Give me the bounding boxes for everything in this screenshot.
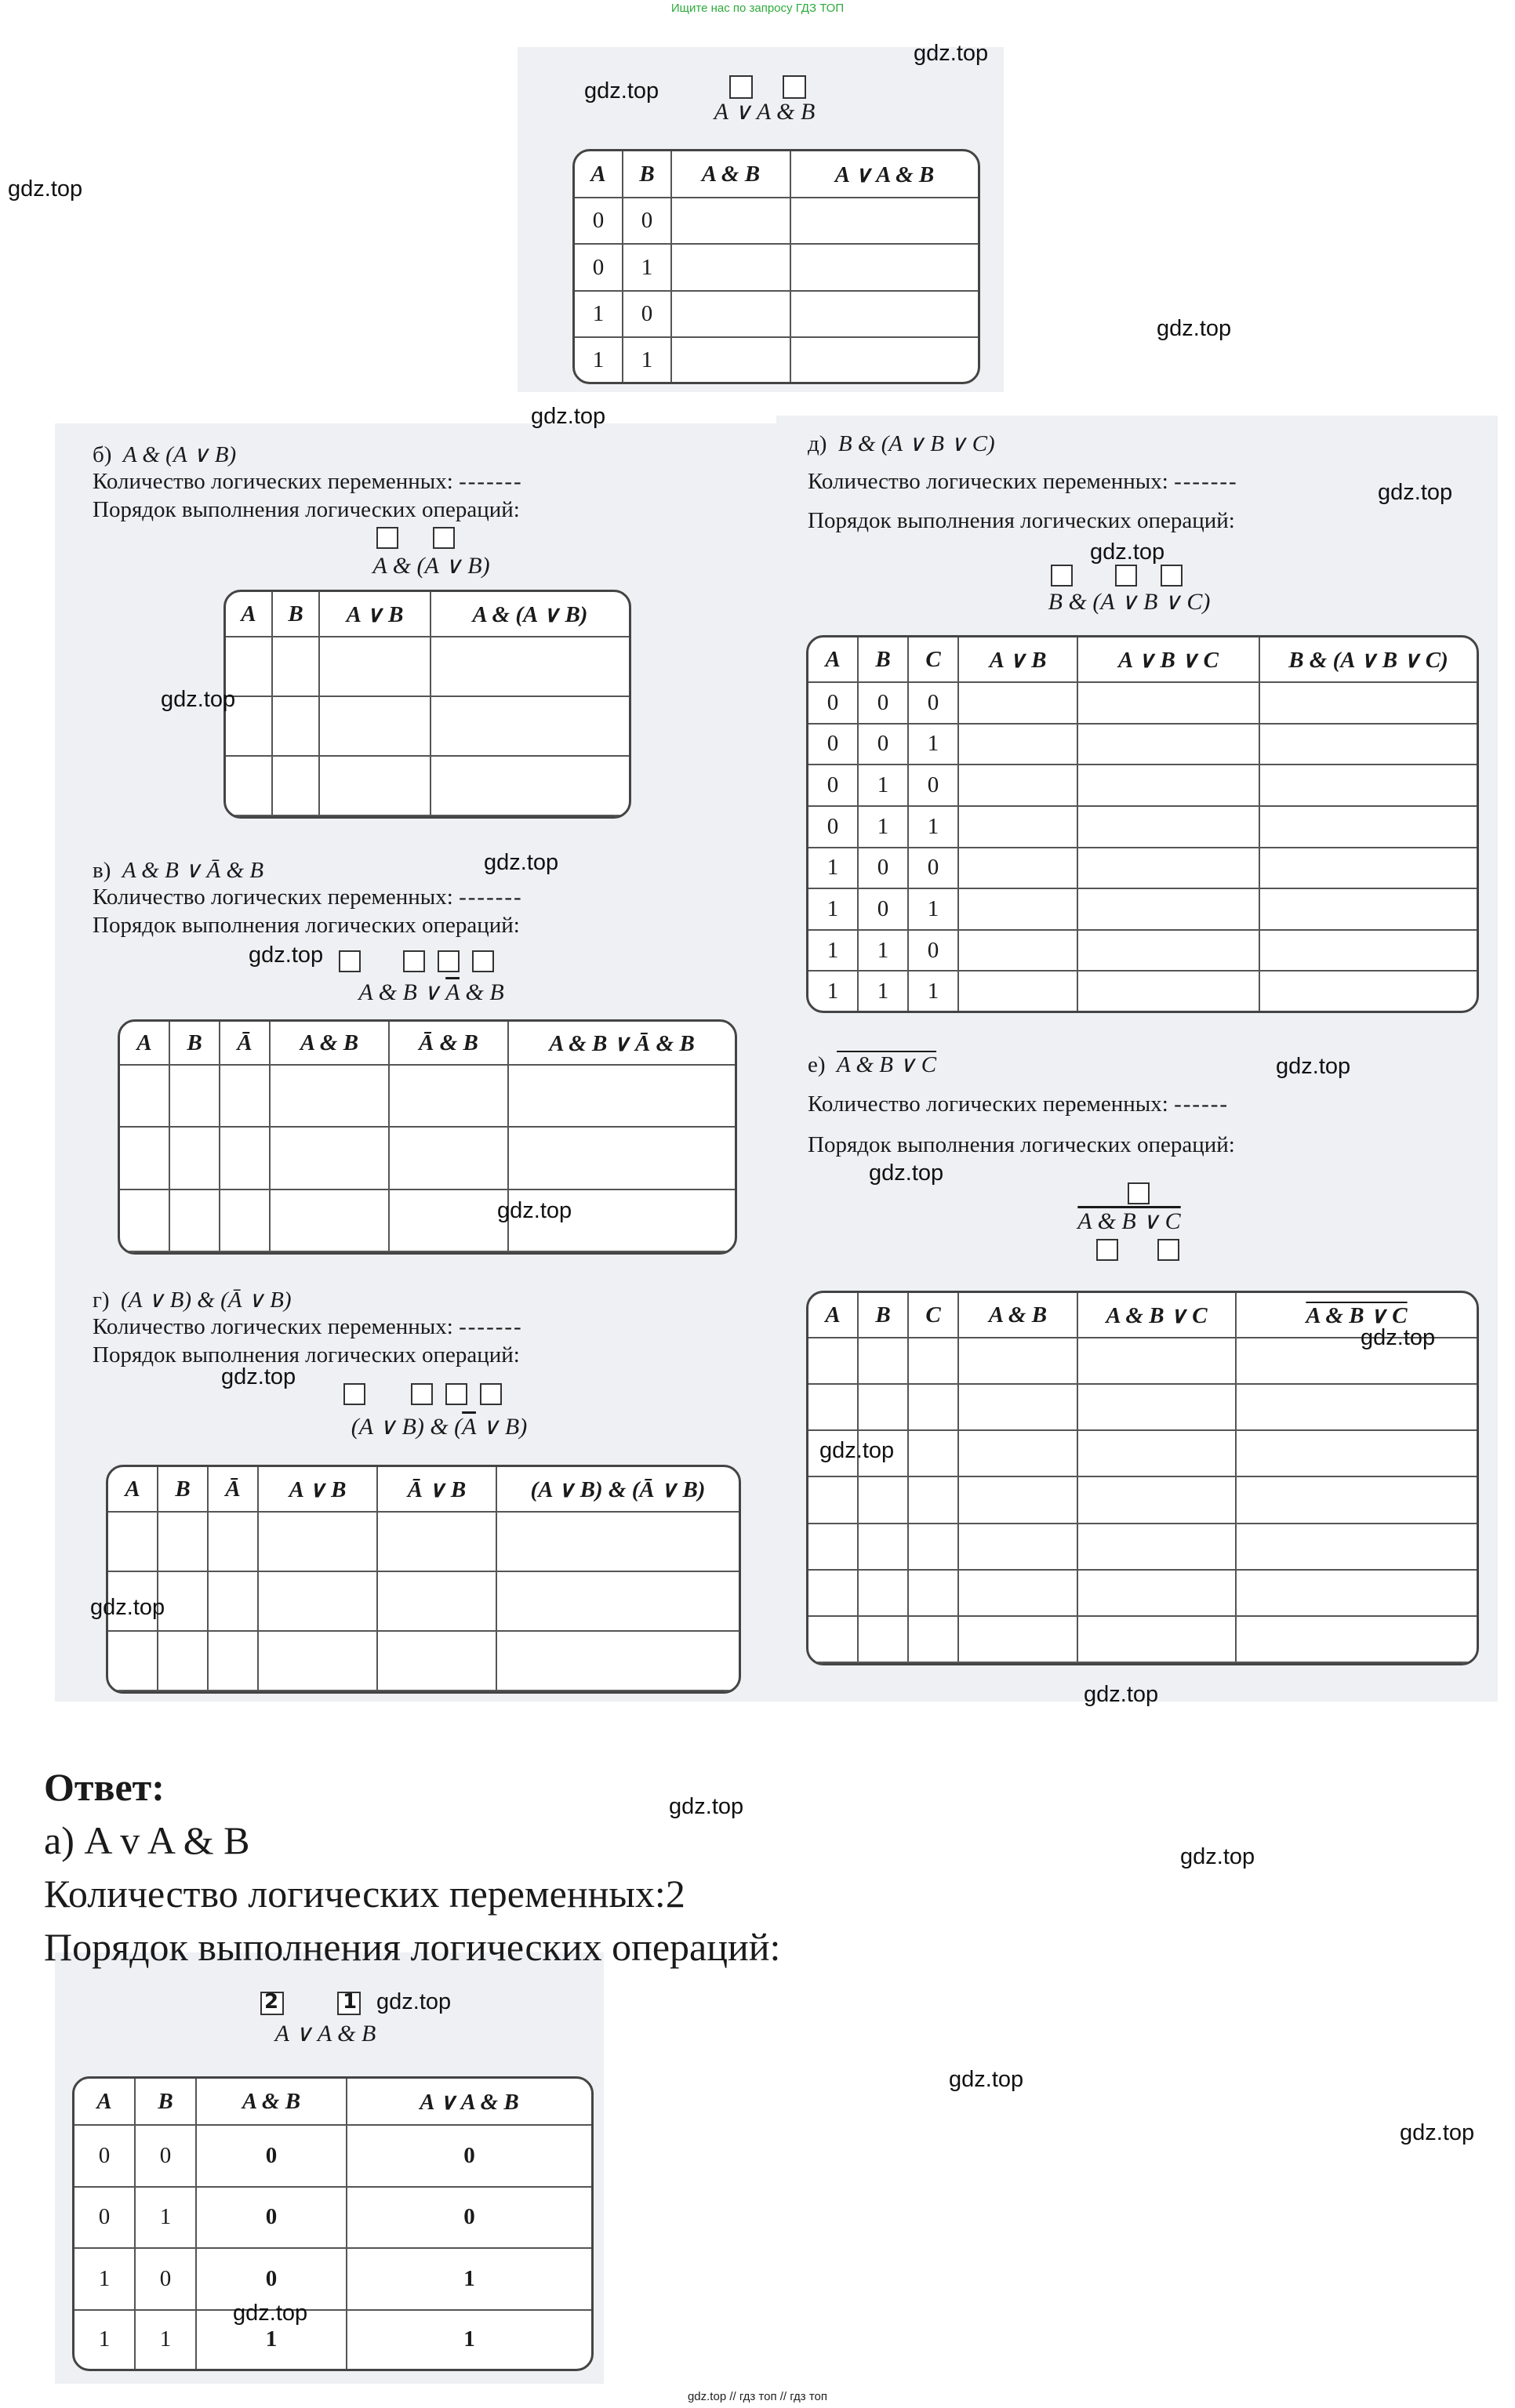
- cell[interactable]: [1078, 1385, 1237, 1431]
- order-box[interactable]: [1157, 1239, 1179, 1261]
- task-b-truth-table: [223, 590, 631, 819]
- task-d-step-boxes: [1051, 565, 1183, 587]
- header-a: A: [575, 151, 623, 198]
- cell[interactable]: [959, 1524, 1078, 1571]
- cell[interactable]: [672, 198, 791, 245]
- task-e-step-box-top: [1128, 1182, 1150, 1204]
- cell[interactable]: [509, 1128, 735, 1189]
- cell: 0: [808, 725, 859, 766]
- step-number: 2: [264, 1990, 279, 2014]
- cell[interactable]: [672, 292, 791, 338]
- cell[interactable]: [859, 1524, 909, 1571]
- task-e-expression: A & B ∨ C: [1077, 1208, 1181, 1234]
- header-result: B & (A ∨ B ∨ C): [1260, 637, 1477, 683]
- cell[interactable]: [273, 697, 320, 757]
- answer-title: Ответ:: [44, 1765, 165, 1809]
- cell[interactable]: [378, 1513, 497, 1572]
- cell[interactable]: [226, 757, 273, 816]
- task-d-count: Количество логических переменных: -------: [808, 469, 1238, 494]
- cell: 0: [575, 245, 623, 291]
- watermark: gdz.top: [221, 1364, 296, 1389]
- watermark: gdz.top: [1180, 1844, 1255, 1869]
- cell: 1: [463, 2326, 475, 2352]
- cell[interactable]: [1260, 889, 1477, 931]
- cell: 1: [197, 2311, 347, 2369]
- cell[interactable]: [859, 1571, 909, 1617]
- cell[interactable]: [497, 1572, 739, 1632]
- cell[interactable]: [1078, 848, 1260, 890]
- cell[interactable]: [859, 1338, 909, 1385]
- cell[interactable]: [959, 765, 1078, 807]
- cell[interactable]: [271, 1066, 390, 1128]
- order-box[interactable]: [433, 527, 455, 549]
- cell[interactable]: [1078, 931, 1260, 972]
- order-box[interactable]: [729, 75, 753, 99]
- top-search-hint[interactable]: Ищите нас по запросу ГДЗ ТОП: [670, 2, 845, 15]
- cell: 0: [74, 2126, 136, 2188]
- cell[interactable]: [378, 1572, 497, 1632]
- cell[interactable]: [909, 1385, 959, 1431]
- order-box[interactable]: [783, 75, 806, 99]
- cell[interactable]: [120, 1066, 170, 1128]
- cell[interactable]: [271, 1128, 390, 1189]
- cell[interactable]: [959, 848, 1078, 890]
- cell: 1: [909, 889, 959, 931]
- answer-line-count: Количество логических переменных:2: [44, 1872, 685, 1916]
- task-b-order: Порядок выполнения логических операций:: [93, 497, 520, 522]
- cell[interactable]: [108, 1513, 158, 1572]
- task-g-expression: (A ∨ B) & ($\overline{A}$ ∨ B): [351, 1414, 528, 1440]
- cell: 1: [808, 889, 859, 931]
- header-a-or-b: A ∨ B: [320, 592, 431, 637]
- cell[interactable]: [959, 972, 1078, 1011]
- answer-expression: A ∨ A & B: [274, 2021, 376, 2047]
- header-b: B: [859, 1293, 909, 1338]
- header-result: (A ∨ B) & (Ā ∨ B): [497, 1467, 739, 1513]
- cell: 0: [197, 2188, 347, 2250]
- cell[interactable]: [1237, 1385, 1477, 1431]
- cell[interactable]: [959, 931, 1078, 972]
- cell[interactable]: [1078, 683, 1260, 725]
- cell[interactable]: [273, 757, 320, 816]
- cell[interactable]: [808, 1477, 859, 1524]
- cell[interactable]: [209, 1632, 259, 1691]
- cell[interactable]: [170, 1128, 220, 1189]
- cell[interactable]: [1237, 1617, 1477, 1663]
- header-a: A: [120, 1022, 170, 1066]
- cell[interactable]: [431, 697, 629, 757]
- cell[interactable]: [1078, 1524, 1237, 1571]
- task-a-expression: A ∨ A & B: [714, 99, 816, 125]
- watermark: gdz.top: [8, 176, 83, 202]
- step-number: 1: [343, 1990, 358, 2014]
- cell[interactable]: [390, 1066, 509, 1128]
- cell: 0: [136, 2126, 197, 2188]
- cell[interactable]: [808, 1524, 859, 1571]
- task-v-expression: A & B ∨ $\overline{A}$ & B: [358, 979, 504, 1005]
- cell[interactable]: [791, 198, 978, 245]
- watermark: gdz.top: [1157, 316, 1232, 341]
- header-a-or-b: A ∨ B: [959, 637, 1078, 683]
- task-d-order: Порядок выполнения логических операций:: [808, 508, 1235, 533]
- cell: 0: [197, 2249, 347, 2311]
- cell[interactable]: [1078, 765, 1260, 807]
- header-result: A & B ∨ Ā & B: [509, 1022, 735, 1066]
- watermark: gdz.top: [249, 942, 324, 968]
- cell[interactable]: [259, 1632, 378, 1691]
- cell: 1: [859, 765, 909, 807]
- task-g-title: г) (A ∨ B) & (Ā ∨ B): [93, 1288, 292, 1313]
- cell[interactable]: [378, 1632, 497, 1691]
- header-a-and-b: A & B: [271, 1022, 390, 1066]
- answer-step-boxes: [260, 1992, 361, 2015]
- watermark: gdz.top: [1276, 1054, 1351, 1079]
- cell[interactable]: [158, 1632, 209, 1691]
- cell[interactable]: [209, 1572, 259, 1632]
- header-not-a-or-b: Ā ∨ B: [378, 1467, 497, 1513]
- cell: 1: [74, 2311, 136, 2369]
- answer-line-expression: а) A v A & B: [44, 1818, 250, 1862]
- cell: 1: [808, 848, 859, 890]
- cell[interactable]: [909, 1477, 959, 1524]
- cell[interactable]: [859, 1477, 909, 1524]
- cell: 0: [197, 2126, 347, 2188]
- cell[interactable]: [120, 1128, 170, 1189]
- task-e-step-boxes-bottom: [1096, 1239, 1179, 1261]
- task-v-truth-table: [118, 1019, 737, 1255]
- cell[interactable]: [390, 1128, 509, 1189]
- cell: 0: [909, 683, 959, 725]
- cell[interactable]: [808, 1338, 859, 1385]
- cell[interactable]: [959, 807, 1078, 848]
- cell[interactable]: [1260, 683, 1477, 725]
- cell[interactable]: [1078, 807, 1260, 848]
- cell[interactable]: [1078, 1477, 1237, 1524]
- cell[interactable]: [1260, 807, 1477, 848]
- cell[interactable]: [1078, 725, 1260, 766]
- task-a-step-boxes: [706, 72, 863, 99]
- cell[interactable]: [431, 637, 629, 697]
- cell: 0: [808, 765, 859, 807]
- watermark: gdz.top: [819, 1438, 895, 1463]
- header-a-and-b: A & B: [197, 2079, 347, 2126]
- header-a-and-b-or-c: A & B ∨ C: [1078, 1293, 1237, 1338]
- footer: gdz.top // гдз топ // гдз топ: [687, 2390, 828, 2403]
- order-box[interactable]: [1051, 565, 1073, 587]
- header-a: A: [808, 637, 859, 683]
- cell: 0: [909, 765, 959, 807]
- cell[interactable]: [170, 1066, 220, 1128]
- watermark: gdz.top: [484, 850, 559, 875]
- task-v-step-boxes: [339, 950, 494, 972]
- header-b: B: [623, 151, 672, 198]
- task-v-order: Порядок выполнения логических операций:: [93, 913, 520, 938]
- cell: 1: [859, 972, 909, 1011]
- order-box[interactable]: [337, 1992, 361, 2015]
- header-a: A: [74, 2079, 136, 2126]
- cell[interactable]: [1078, 889, 1260, 931]
- order-box[interactable]: [376, 527, 398, 549]
- watermark: gdz.top: [1400, 2120, 1475, 2145]
- order-box[interactable]: [411, 1383, 433, 1405]
- order-box[interactable]: [472, 950, 494, 972]
- cell[interactable]: [959, 683, 1078, 725]
- cell: 1: [136, 2188, 197, 2250]
- task-g-truth-table: [106, 1465, 741, 1694]
- cell[interactable]: [431, 757, 629, 816]
- order-box[interactable]: [343, 1383, 365, 1405]
- watermark: gdz.top: [497, 1198, 572, 1223]
- task-v-title: в) A & B ∨ Ā & B: [93, 858, 264, 883]
- header-result-text: A & B ∨ C: [1306, 1302, 1408, 1328]
- watermark: gdz.top: [1361, 1325, 1436, 1350]
- order-box[interactable]: [480, 1383, 502, 1405]
- cell[interactable]: [959, 1571, 1078, 1617]
- task-b-title: б) A & (A ∨ B): [93, 442, 237, 467]
- cell[interactable]: [1237, 1477, 1477, 1524]
- watermark: gdz.top: [233, 2301, 308, 2326]
- watermark: gdz.top: [161, 687, 236, 712]
- cell[interactable]: [320, 697, 431, 757]
- header-c: C: [909, 637, 959, 683]
- watermark: gdz.top: [949, 2067, 1024, 2092]
- cell: 0: [859, 725, 909, 766]
- cell: 1: [347, 2249, 591, 2311]
- cell: 1: [74, 2249, 136, 2311]
- cell[interactable]: [320, 637, 431, 697]
- cell[interactable]: [390, 1190, 509, 1252]
- cell[interactable]: [909, 1524, 959, 1571]
- cell: 0: [74, 2188, 136, 2250]
- cell[interactable]: [1260, 931, 1477, 972]
- cell: 1: [623, 245, 672, 291]
- cell: 1: [909, 807, 959, 848]
- cell[interactable]: [959, 725, 1078, 766]
- task-d-title: д) B & (A ∨ B ∨ C): [808, 431, 995, 456]
- cell[interactable]: [808, 1385, 859, 1431]
- order-box[interactable]: [260, 1992, 284, 2015]
- cell[interactable]: [1260, 725, 1477, 766]
- watermark: gdz.top: [1378, 480, 1453, 505]
- cell[interactable]: [909, 1571, 959, 1617]
- cell[interactable]: [859, 1617, 909, 1663]
- cell[interactable]: [1078, 1571, 1237, 1617]
- task-e-order: Порядок выполнения логических операций:: [808, 1132, 1235, 1157]
- cell[interactable]: [1078, 1338, 1237, 1385]
- task-d-expression: B & (A ∨ B ∨ C): [1048, 589, 1211, 615]
- cell: 0: [136, 2249, 197, 2311]
- cell[interactable]: [959, 1617, 1078, 1663]
- cell[interactable]: [158, 1572, 209, 1632]
- task-a-truth-table: [572, 149, 980, 384]
- cell: 1: [859, 807, 909, 848]
- cell[interactable]: [209, 1513, 259, 1572]
- header-result: A ∨ A & B: [347, 2079, 591, 2126]
- cell[interactable]: [273, 637, 320, 697]
- cell[interactable]: [959, 1431, 1078, 1477]
- watermark: gdz.top: [584, 78, 659, 104]
- header-a: A: [808, 1293, 859, 1338]
- cell[interactable]: [320, 757, 431, 816]
- header-b: B: [273, 592, 320, 637]
- cell[interactable]: [909, 1431, 959, 1477]
- cell: 1: [909, 972, 959, 1011]
- watermark: gdz.top: [90, 1595, 165, 1620]
- watermark: gdz.top: [376, 1989, 452, 2014]
- header-a: A: [226, 592, 273, 637]
- cell[interactable]: [1237, 1431, 1477, 1477]
- cell: 0: [909, 848, 959, 890]
- order-box[interactable]: [1128, 1182, 1150, 1204]
- task-g-order: Порядок выполнения логических операций:: [93, 1342, 520, 1367]
- header-a-and-b: A & B: [672, 151, 791, 198]
- cell[interactable]: [1260, 972, 1477, 1011]
- watermark: gdz.top: [914, 41, 989, 66]
- task-b-expression: A & (A ∨ B): [372, 553, 490, 579]
- task-d-truth-table: [806, 635, 1479, 1013]
- header-b: B: [859, 637, 909, 683]
- cell[interactable]: [909, 1617, 959, 1663]
- header-not-a: Ā: [209, 1467, 259, 1513]
- cell: 1: [575, 292, 623, 338]
- task-b-count: Количество логических переменных: -------: [93, 469, 523, 494]
- cell: 1: [575, 338, 623, 382]
- cell: 0: [859, 848, 909, 890]
- watermark: gdz.top: [1084, 1682, 1159, 1707]
- cell: 1: [909, 725, 959, 766]
- header-a: A: [108, 1467, 158, 1513]
- cell[interactable]: [1078, 972, 1260, 1011]
- order-box[interactable]: [1161, 565, 1183, 587]
- cell[interactable]: [1237, 1338, 1477, 1385]
- answer-line-order: Порядок выполнения логических операций:: [44, 1925, 781, 1969]
- cell: 0: [909, 931, 959, 972]
- order-box[interactable]: [1096, 1239, 1118, 1261]
- order-box[interactable]: [403, 950, 425, 972]
- cell[interactable]: [909, 1338, 959, 1385]
- cell[interactable]: [497, 1632, 739, 1691]
- cell[interactable]: [259, 1513, 378, 1572]
- header-result: A & (A ∨ B): [431, 592, 629, 637]
- watermark: gdz.top: [669, 1794, 744, 1819]
- task-g-step-boxes: [343, 1383, 502, 1405]
- header-a-or-b-or-c: A ∨ B ∨ C: [1078, 637, 1260, 683]
- cell[interactable]: [808, 1617, 859, 1663]
- watermark: gdz.top: [1090, 539, 1165, 565]
- cell[interactable]: [220, 1190, 271, 1252]
- cell[interactable]: [1078, 1431, 1237, 1477]
- cell[interactable]: [1260, 765, 1477, 807]
- order-box[interactable]: [339, 950, 361, 972]
- cell[interactable]: [808, 1571, 859, 1617]
- watermark: gdz.top: [531, 404, 606, 429]
- cell[interactable]: [1078, 1617, 1237, 1663]
- cell[interactable]: [1260, 848, 1477, 890]
- header-a-or-b: A ∨ B: [259, 1467, 378, 1513]
- watermark: gdz.top: [869, 1160, 944, 1186]
- cell[interactable]: [672, 338, 791, 382]
- cell: 0: [859, 889, 909, 931]
- cell: 0: [808, 807, 859, 848]
- task-b-step-boxes: [376, 527, 455, 549]
- task-e-count: Количество логических переменных: ------: [808, 1091, 1230, 1117]
- task-v-count: Количество логических переменных: -------: [93, 884, 523, 910]
- cell: 1: [808, 931, 859, 972]
- cell: 0: [859, 683, 909, 725]
- cell[interactable]: [959, 1385, 1078, 1431]
- header-not-a: Ā: [220, 1022, 271, 1066]
- cell[interactable]: [220, 1128, 271, 1189]
- header-a-and-b: A & B: [959, 1293, 1078, 1338]
- cell[interactable]: [791, 245, 978, 291]
- header-result: A ∨ A & B: [791, 151, 978, 198]
- cell[interactable]: [220, 1066, 271, 1128]
- cell: 1: [808, 972, 859, 1011]
- cell: 0: [347, 2188, 591, 2250]
- header-b: B: [158, 1467, 209, 1513]
- cell[interactable]: [859, 1385, 909, 1431]
- cell[interactable]: [120, 1190, 170, 1252]
- cell: 1: [136, 2311, 197, 2369]
- cell: 1: [859, 931, 909, 972]
- cell: 0: [623, 198, 672, 245]
- cell[interactable]: [791, 338, 978, 382]
- task-e-title: е) A & B ∨ C: [808, 1052, 937, 1077]
- cell[interactable]: [170, 1190, 220, 1252]
- cell: 0: [623, 292, 672, 338]
- cell: 0: [347, 2126, 591, 2188]
- cell[interactable]: [1237, 1524, 1477, 1571]
- cell[interactable]: [1237, 1571, 1477, 1617]
- cell: 0: [808, 683, 859, 725]
- header-c: C: [909, 1293, 959, 1338]
- cell[interactable]: [158, 1513, 209, 1572]
- header-not-a-and-b: Ā & B: [390, 1022, 509, 1066]
- cell[interactable]: [959, 889, 1078, 931]
- cell[interactable]: [509, 1066, 735, 1128]
- header-b: B: [136, 2079, 197, 2126]
- order-box[interactable]: [445, 1383, 467, 1405]
- cell[interactable]: [271, 1190, 390, 1252]
- task-g-count: Количество логических переменных: -------: [93, 1314, 523, 1339]
- cell: 1: [623, 338, 672, 382]
- cell[interactable]: [108, 1632, 158, 1691]
- order-box[interactable]: [438, 950, 460, 972]
- order-box[interactable]: [1115, 565, 1137, 587]
- cell[interactable]: [259, 1572, 378, 1632]
- header-b: B: [170, 1022, 220, 1066]
- cell[interactable]: [959, 1338, 1078, 1385]
- cell[interactable]: [672, 245, 791, 291]
- answer-truth-table: [72, 2076, 594, 2371]
- cell: 0: [575, 198, 623, 245]
- cell[interactable]: [791, 292, 978, 338]
- cell[interactable]: [497, 1513, 739, 1572]
- header-result: [1237, 1293, 1477, 1338]
- cell[interactable]: [959, 1477, 1078, 1524]
